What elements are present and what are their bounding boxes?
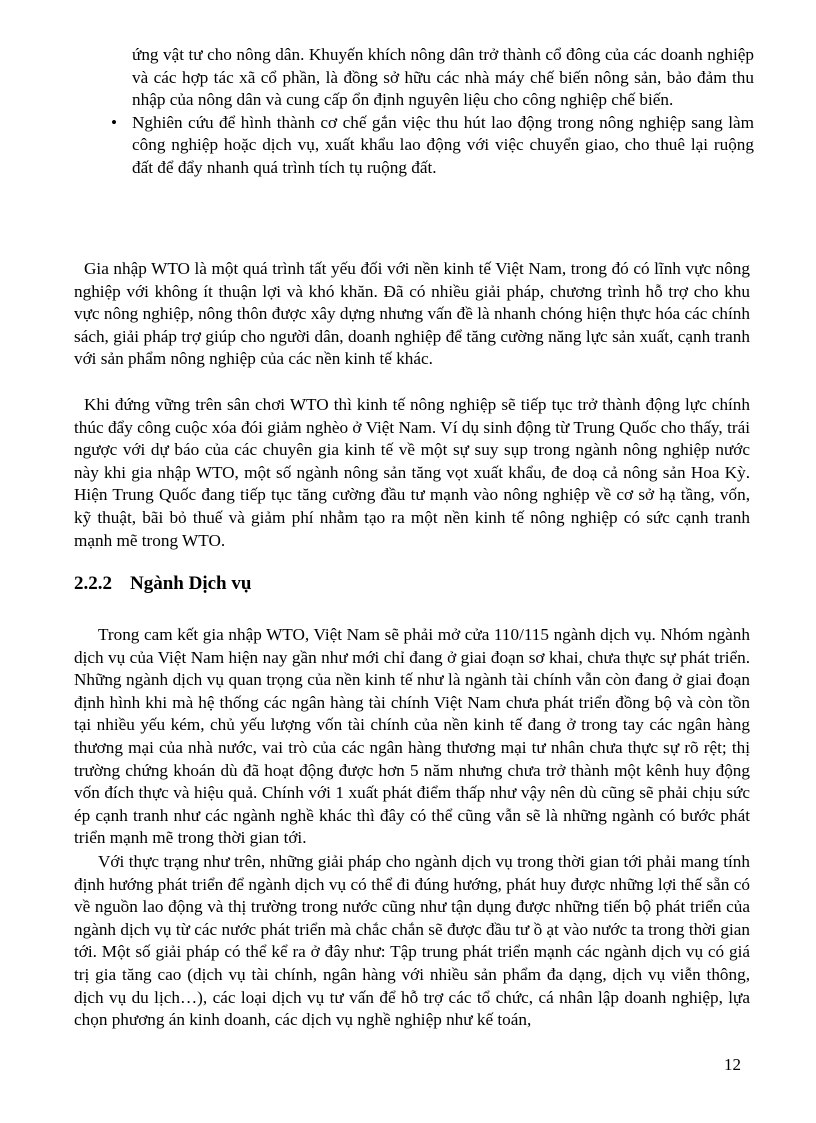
bullet-item-text: Nghiên cứu để hình thành cơ chế gắn việc thu hút lao động trong nông nghiệp sang làm công nghiệp hoặc dịch vụ, xuất khẩu lao động với việc chuyển giao, cho thuê lại ruộng đất để đẩy nhanh quá trình tích tụ ruộng đất. [132, 112, 754, 177]
section-number: 2.2.2 [74, 573, 112, 594]
bullet-dot-icon: • [110, 112, 118, 132]
paragraph-china-example: Khi đứng vững trên sân chơi WTO thì kinh tế nông nghiệp sẽ tiếp tục trở thành động lực chính thúc đẩy công cuộc xóa đói giảm nghèo ở Việt Nam. Ví dụ sinh động từ Trung Quốc cho thấy, trái ngược với dự báo của các chuyên gia kinh tế về một sự suy sụp trong ngành nông nghiệp nước này khi gia nhập WTO, một số ngành nông sản tăng vọt xuất khẩu, đe doạ cả nông sản Hoa Kỳ. Hiện Trung Quốc đang tiếp tục tăng cường đầu tư mạnh vào nông nghiệp về cơ sở hạ tầng, vốn, kỹ thuật, bãi bỏ thuế và giảm phí nhằm tạo ra một nền kinh tế nông nghiệp có sức cạnh tranh mạnh mẽ trong WTO. [74, 395, 750, 550]
bullet-item [110, 112, 754, 180]
section-heading [74, 571, 251, 597]
bullet-list [104, 44, 754, 180]
bullet-continuation-text: ứng vật tư cho nông dân. Khuyến khích nông dân trở thành cổ đông của các doanh nghiệp và các hợp tác xã cổ phần, là đồng sở hữu các nhà máy chế biến nông sản, bảo đảm thu nhập của nông dân và cung cấp ổn định nguyên liệu cho công nghiệp chế biến. [132, 45, 754, 110]
paragraph-services-solutions: Với thực trạng như trên, những giải pháp cho ngành dịch vụ trong thời gian tới phải mang tính định hướng phát triển để ngành dịch vụ có thể đi đúng hướng, phát huy được những lợi thế sẵn có về nguồn lao động và thị trường trong nước cũng như tận dụng được những tiến bộ phát triển của ngành dịch vụ từ các nước phát triển mà chắc chắn sẽ được đầu tư ồ ạt vào nước ta trong thời gian tới. Một số giải pháp có thể kể ra ở đây như: Tập trung phát triển mạnh các ngành dịch vụ có giá trị gia tăng cao (dịch vụ tài chính, ngân hàng với nhiều sản phẩm đa dạng, dịch vụ viễn thông, dịch vụ du lịch…), các loại dịch vụ tư vấn để hỗ trợ các tổ chức, cá nhân lập doanh nghiệp, lựa chọn phương án kinh doanh, các dịch vụ nghề nghiệp như kế toán, [74, 852, 750, 1030]
paragraph-wto-agriculture: Gia nhập WTO là một quá trình tất yếu đối với nền kinh tế Việt Nam, trong đó có lĩnh vực nông nghiệp với không ít thuận lợi và khó khăn. Đã có nhiều giải pháp, chương trình hỗ trợ cho khu vực nông nghiệp, nông thôn được xây dựng nhưng vấn đề là nhanh chóng hiện thực hóa các chính sách, giải pháp trợ giúp cho người dân, doanh nghiệp để tăng cường năng lực sản xuất, cạnh tranh với sản phẩm nông nghiệp của các nền kinh tế khác. [74, 259, 750, 369]
page-number: 12 [724, 1055, 741, 1074]
section-title: Ngành Dịch vụ [130, 573, 252, 594]
paragraph-services-commitment: Trong cam kết gia nhập WTO, Việt Nam sẽ phải mở cửa 110/115 ngành dịch vụ. Nhóm ngành dịch vụ của Việt Nam hiện nay gần như mới chỉ đang ở giai đoạn sơ khai, chưa thực sự phát triển. Những ngành dịch vụ quan trọng của nền kinh tế như là ngành tài chính vẫn còn đang ở giai đoạn định hình khi mà hệ thống các ngân hàng tài chính Việt Nam chưa phát triển đồng bộ và còn tồn tại nhiều yếu kém, chủ yếu lượng vốn tài chính của nền kinh tế đang ở trong tay các ngân hàng thương mại của nhà nước, vai trò của các ngân hàng thương mại tư nhân chưa thực sự rõ rệt; thị trường chứng khoán dù đã hoạt động được hơn 5 năm nhưng chưa trở thành một kênh huy động vốn đích thực và hiệu quả. Chính với 1 xuất phát điểm thấp như vậy nên dù cũng sẽ phải chịu sức ép cạnh tranh như các ngành nghề khác thì đây có thể cũng vẫn sẽ là những ngành có bước phát triển mạnh mẽ trong thời gian tới. [74, 625, 750, 848]
